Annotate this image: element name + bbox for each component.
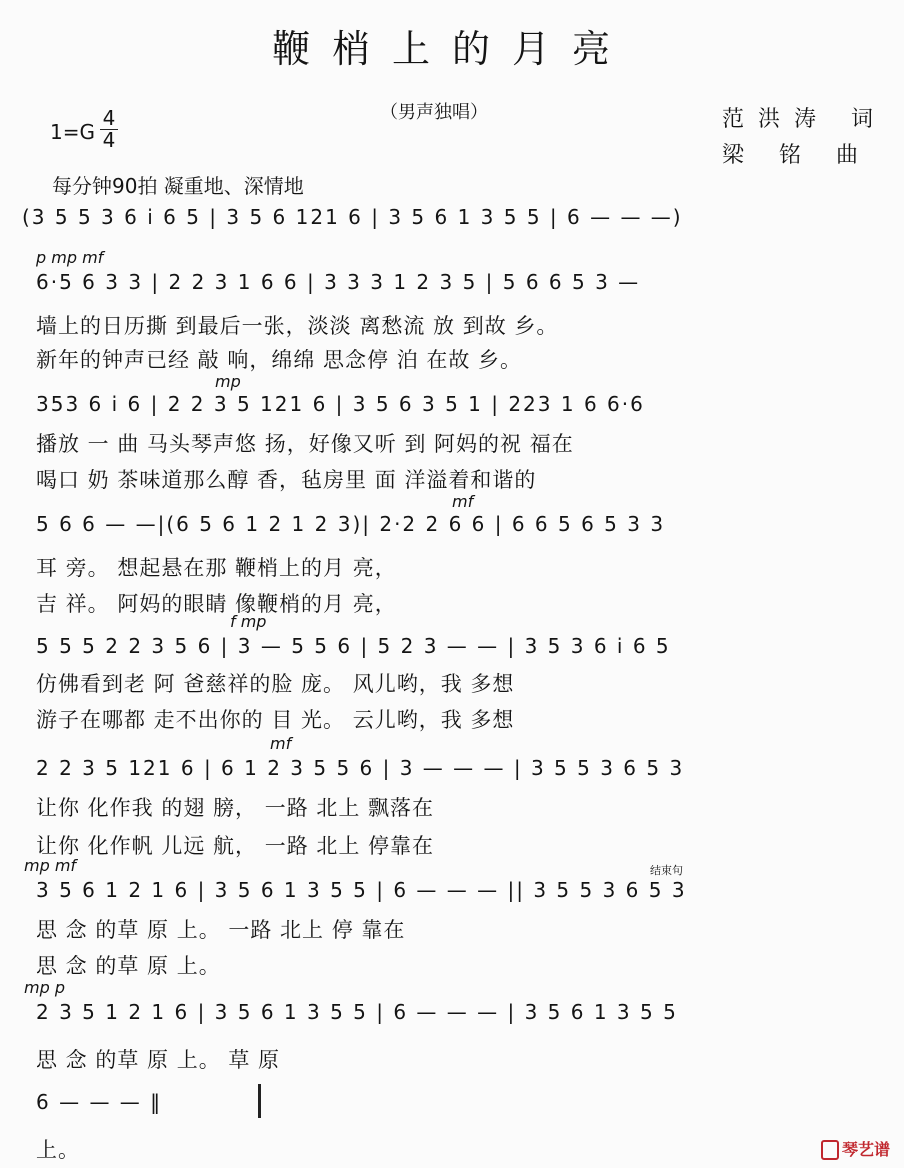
song-title: 鞭梢上的月亮 bbox=[271, 27, 632, 71]
notation-line: 2 2 3 5 121 6 | 6 1 2 3 5 5 6 | 3 — — — | 3 5 5 3 6 5 3 bbox=[36, 756, 685, 780]
key-signature: 1=G bbox=[50, 120, 95, 144]
ending-marker: 结束句 bbox=[650, 864, 683, 877]
notation-line: (3 5 5 3 6 i 6 5 | 3 5 6 121 6 | 3 5 6 1 3 5 5 | 6 — — —) bbox=[22, 205, 683, 229]
time-signature-top: 4 bbox=[102, 106, 116, 130]
dynamics-line: mf bbox=[452, 492, 474, 511]
dynamics-line: p mp mf bbox=[36, 248, 104, 267]
watermark-logo bbox=[821, 1137, 890, 1161]
logo-icon bbox=[821, 1140, 839, 1160]
lyricist-credit: 范洪涛 词 bbox=[722, 107, 887, 132]
notation-line: 5 6 6 — —|(6 5 6 1 2 1 2 3)| 2·2 2 6 6 | 6 6 5 6 5 3 3 bbox=[36, 512, 666, 536]
lyric-verse-1: 让你 化作我 的翅 膀， 一路 北上 飘落在 bbox=[36, 796, 435, 820]
final-barline bbox=[258, 1084, 261, 1118]
lyric-verse-1: 仿佛看到老 阿 爸慈祥的脸 庞。 风儿哟，我 多想 bbox=[36, 672, 515, 696]
lyric-verse-2: 新年的钟声已经 敲 响，绵绵 思念停 泊 在故 乡。 bbox=[36, 348, 523, 372]
dynamics-line: mp bbox=[215, 372, 241, 391]
time-signature bbox=[100, 108, 118, 151]
dynamics-line: f mp bbox=[230, 612, 267, 631]
lyric-verse-1: 思 念 的草 原 上。 草 原 bbox=[36, 1048, 281, 1072]
performance-note: （男声独唱） bbox=[380, 102, 488, 123]
lyric-verse-1: 播放 一 曲 马头琴声悠 扬，好像又听 到 阿妈的祝 福在 bbox=[36, 432, 574, 456]
notation-line: 2 3 5 1 2 1 6 | 3 5 6 1 3 5 5 | 6 — — — | 3 5 6 1 3 5 5 bbox=[36, 1000, 678, 1024]
notation-line: 3 5 6 1 2 1 6 | 3 5 6 1 3 5 5 | 6 — — — || 3 5 5 3 6 5 3 bbox=[36, 878, 687, 902]
lyric-verse-2: 思 念 的草 原 上。 bbox=[36, 954, 221, 978]
lyric-verse-2: 游子在哪都 走不出你的 目 光。 云儿哟，我 多想 bbox=[36, 708, 515, 732]
notation-line: 6 — — — ‖ bbox=[36, 1090, 163, 1114]
notation-line: 353 6 i 6 | 2 2 3 5 121 6 | 3 5 6 3 5 1 | 223 1 6 6·6 bbox=[36, 392, 645, 416]
lyric-verse-2: 让你 化作帆 儿远 航， 一路 北上 停靠在 bbox=[36, 834, 435, 858]
dynamics-line: mp p bbox=[24, 978, 65, 997]
lyric-verse-1: 上。 bbox=[36, 1138, 80, 1162]
dynamics-line: mp mf bbox=[24, 856, 77, 875]
lyric-verse-1: 耳 旁。 想起悬在那 鞭梢上的月 亮， bbox=[36, 556, 397, 580]
time-signature-bottom: 4 bbox=[100, 129, 118, 151]
tempo-marking: 每分钟90拍 凝重地、深情地 bbox=[52, 174, 304, 198]
lyric-verse-2: 喝口 奶 茶味道那么醇 香，毡房里 面 洋溢着和谐的 bbox=[36, 468, 537, 492]
notation-line: 6·5 6 3 3 | 2 2 3 1 6 6 | 3 3 3 1 2 3 5 | 5 6 6 5 3 — bbox=[36, 270, 641, 294]
dynamics-line: mf bbox=[270, 734, 292, 753]
lyric-verse-1: 思 念 的草 原 上。 一路 北上 停 靠在 bbox=[36, 918, 406, 942]
watermark-text: 琴艺谱 bbox=[841, 1139, 890, 1159]
lyric-verse-1: 墙上的日历撕 到最后一张，淡淡 离愁流 放 到故 乡。 bbox=[36, 314, 559, 338]
lyric-verse-2: 吉 祥。 阿妈的眼睛 像鞭梢的月 亮， bbox=[36, 592, 397, 616]
notation-line: 5 5 5 2 2 3 5 6 | 3 — 5 5 6 | 5 2 3 — — | 3 5 3 6 i 6 5 bbox=[36, 634, 671, 658]
composer-credit: 梁 铭 曲 bbox=[722, 143, 872, 168]
